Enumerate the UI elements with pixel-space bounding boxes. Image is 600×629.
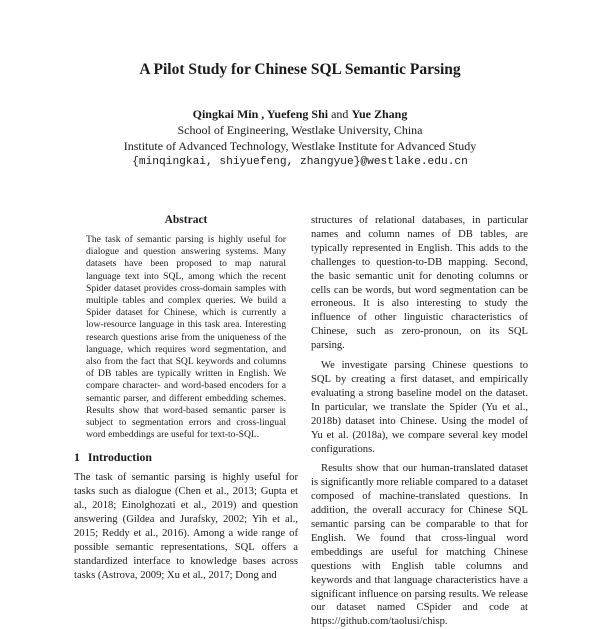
section-title: Introduction (87, 450, 152, 465)
section-heading-introduction (74, 451, 298, 465)
author-names-first: Qingkai Min , Yuefeng Shi (192, 107, 329, 121)
author-name-last: Yue Zhang (351, 107, 408, 121)
affiliation-2: Institute of Advanced Technology, Westlake Institute for Advanced Study (123, 139, 477, 153)
paper-title: A Pilot Study for Chinese SQL Semantic Parsing (139, 61, 461, 78)
left-column (74, 214, 298, 583)
paragraph-results: Results show that our human-translated dataset is significantly more reliable compared to a dataset composed of machine-translated questions. In addition, the overall accuracy for Chinese SQL semantic parsing can be comparable to that for English. We found that cross-lingual word embeddings are useful for matching Chinese questions with English table columns and keywords and that language characteristics have a significant influence on parsing results. We release our dataset named CSpider and code at https://github.com/taolusi/chisp. (311, 463, 528, 628)
author-names (0, 106, 600, 122)
section-number: 1 (74, 450, 80, 465)
right-column (311, 214, 528, 629)
intro-paragraph: The task of semantic parsing is highly useful for tasks such as dialogue (Chen et al., 2013; Gupta et al., 2018; Einolghozati et al., 2019) and question answering (Gildea and Jurafsky, 2002; Yih et al., 2015; Reddy et al., 2016). Among a wide range of possible semantic representations, SQL offers a standardized interface to knowledge bases across tasks (Astrova, 2009; Xu et al., 2017; Dong and (74, 472, 298, 581)
abstract-heading: Abstract (164, 214, 208, 226)
author-block (0, 106, 600, 170)
affiliation-1: School of Engineering, Westlake University, China (177, 123, 423, 137)
author-and: and (331, 107, 349, 121)
abstract-text: The task of semantic parsing is highly useful for dialogue and question answering systems. Many datasets have been proposed to map natural language text into SQL, among which the recent Spider dataset provides cross-domain samples with multiple tables and complex queries. We build a Spider dataset for Chinese, which is currently a low-resource language in this task area. Interesting research questions arise from the uniqueness of the language, which requires word segmentation, and also from the fact that SQL keywords and columns of DB tables are typically written in English. We compare character- and word-based encoders for a semantic parser, and different embedding schemes. Results show that word-based semantic parser is subject to segmentation errors and cross-lingual word embeddings are useful for text-to-SQL. (86, 233, 286, 441)
paragraph-investigate: We investigate parsing Chinese questions to SQL by creating a first dataset, and empirically evaluating a strong baseline model on the dataset. In particular, we translate the Spider (Yu et al., 2018b) dataset into Chinese. Using the model of Yu et al. (2018a), we compare several key model configurations. (311, 360, 528, 455)
paragraph-continued: structures of relational databases, in particular names and column names of DB tables, are typically represented in English. This adds to the challenges to question-to-DB mapping. Second, the basic semantic unit for denoting columns or cells can be words, but word segmentation can be erroneous. It is also interesting to study the influence of other linguistic characteristics of Chinese, such as zero-pronoun, on its SQL parsing. (311, 215, 528, 352)
author-emails: {minqingkai, shiyuefeng, zhangyue}@westlake.edu.cn (132, 156, 468, 168)
